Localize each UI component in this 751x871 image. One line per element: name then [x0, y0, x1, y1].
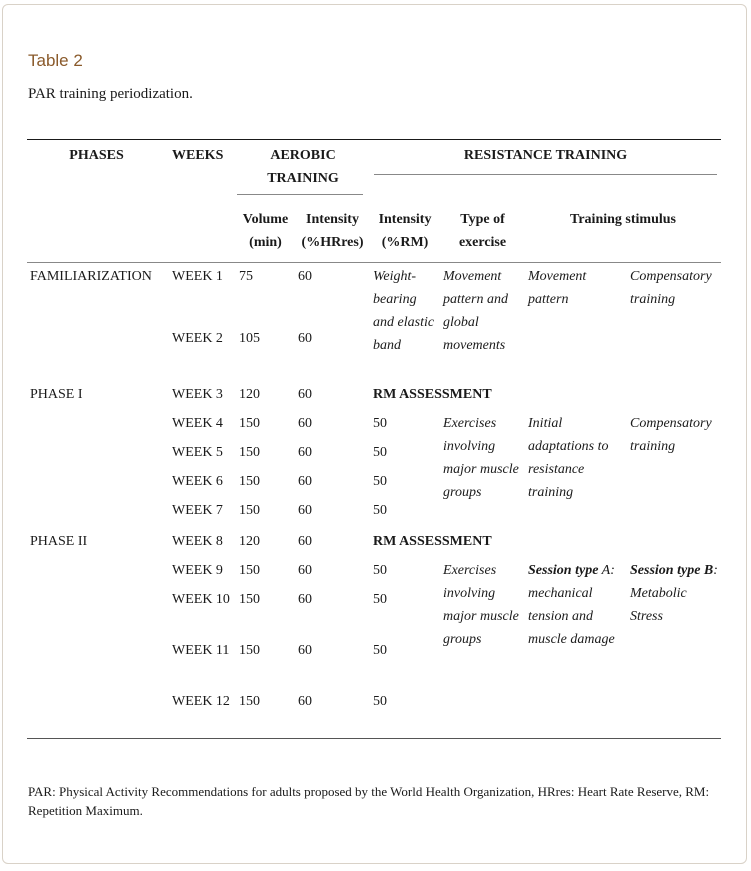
- table-row: [27, 409, 721, 438]
- volume-cell: 150: [239, 562, 260, 578]
- stimulus-cell: Compensatory training: [630, 415, 712, 454]
- header-training-stimulus: Training stimulus: [570, 211, 676, 227]
- volume-cell: 120: [239, 386, 260, 402]
- header-type-exercise: Type of exercise: [458, 211, 507, 250]
- week-cell: WEEK 10: [172, 591, 230, 607]
- volume-cell: 150: [239, 444, 260, 460]
- volume-cell: 120: [239, 533, 260, 549]
- intensity-rm-cell: 50: [373, 693, 388, 709]
- header-phases: PHASES: [69, 148, 124, 163]
- week-cell: WEEK 1: [172, 268, 223, 284]
- intensity-rm-cell: 50: [373, 642, 388, 658]
- header-aerobic: AEROBIC TRAINING: [267, 148, 339, 186]
- header-weeks: WEEKS: [172, 148, 224, 163]
- stimulus-cell: Compensatory training: [630, 268, 712, 307]
- intensity-rm-cell: Weight-bearing and elastic band: [373, 268, 435, 353]
- type-exercise-cell: Exercises involving major muscle groups: [443, 415, 519, 500]
- stimulus-cell: Initial adaptations to resistance training: [528, 415, 609, 500]
- table-row: [27, 262, 721, 324]
- week-cell: WEEK 5: [172, 444, 223, 460]
- volume-cell: 150: [239, 415, 260, 431]
- volume-cell: 150: [239, 642, 260, 658]
- week-cell: WEEK 4: [172, 415, 223, 431]
- intensity-rm-cell: 50: [373, 444, 388, 460]
- week-cell: WEEK 9: [172, 562, 223, 578]
- phase-cell: PHASE I: [30, 386, 83, 402]
- table-row: [27, 380, 721, 409]
- intensity-hr-cell: 60: [298, 562, 312, 578]
- volume-cell: 75: [239, 268, 253, 284]
- header-intensity-hr: Intensity (%HRres): [301, 211, 364, 250]
- session-type-label: Session type B: [630, 562, 714, 578]
- intensity-rm-cell: 50: [373, 502, 388, 518]
- week-cell: WEEK 11: [172, 642, 230, 658]
- intensity-hr-cell: 60: [298, 591, 312, 607]
- intensity-rm-cell: 50: [373, 562, 388, 578]
- week-cell: WEEK 6: [172, 473, 223, 489]
- intensity-hr-cell: 60: [298, 642, 312, 658]
- periodization-table: [27, 139, 721, 739]
- header-row-1: [27, 140, 721, 204]
- stimulus-cell: [525, 556, 627, 739]
- intensity-rm-cell: 50: [373, 473, 388, 489]
- intensity-hr-cell: 60: [298, 473, 312, 489]
- stimulus-cell: [627, 556, 721, 739]
- intensity-hr-cell: 60: [298, 386, 312, 402]
- week-cell: WEEK 3: [172, 386, 223, 402]
- intensity-hr-cell: 60: [298, 444, 312, 460]
- rm-assessment-cell: RM ASSESSMENT: [373, 533, 492, 549]
- header-resistance: RESISTANCE TRAINING: [463, 148, 628, 163]
- table-row: [27, 556, 721, 585]
- type-exercise-cell: Movement pattern and global movements: [443, 268, 508, 353]
- intensity-hr-cell: 60: [298, 268, 312, 284]
- header-row-2: [27, 204, 721, 262]
- intensity-hr-cell: 60: [298, 693, 312, 709]
- week-cell: WEEK 12: [172, 693, 230, 709]
- header-intensity-rm: Intensity (%RM): [378, 211, 432, 250]
- table-label: Table 2: [28, 51, 83, 70]
- session-type-label: Session type: [528, 562, 599, 578]
- volume-cell: 150: [239, 591, 260, 607]
- volume-cell: 105: [239, 330, 260, 346]
- table-row: [27, 527, 721, 556]
- session-b-desc: : Metabolic Stress: [630, 562, 718, 624]
- header-volume: Volume (min): [242, 211, 289, 250]
- session-a-desc: A: mechanical tension and muscle damage: [528, 562, 615, 647]
- intensity-hr-cell: 60: [298, 330, 312, 346]
- table-caption: PAR training periodization.: [28, 86, 193, 102]
- intensity-hr-cell: 60: [298, 533, 312, 549]
- rm-assessment-cell: RM ASSESSMENT: [373, 386, 492, 402]
- phase-cell: PHASE II: [30, 533, 88, 549]
- intensity-hr-cell: 60: [298, 415, 312, 431]
- week-cell: WEEK 8: [172, 533, 223, 549]
- stimulus-cell: Movement pattern: [528, 268, 587, 307]
- week-cell: WEEK 7: [172, 502, 223, 518]
- volume-cell: 150: [239, 693, 260, 709]
- intensity-hr-cell: 60: [298, 502, 312, 518]
- volume-cell: 150: [239, 502, 260, 518]
- table-footnote: PAR: Physical Activity Recommendations for adults proposed by the World Health Organization, HRres: Heart Rate Reserve, RM: Repetition Maximum.: [28, 784, 710, 818]
- phase-cell: FAMILIARIZATION: [30, 268, 152, 284]
- intensity-rm-cell: 50: [373, 591, 388, 607]
- volume-cell: 150: [239, 473, 260, 489]
- week-cell: WEEK 2: [172, 330, 223, 346]
- type-exercise-cell: Exercises involving major muscle groups: [443, 562, 519, 647]
- intensity-rm-cell: 50: [373, 415, 388, 431]
